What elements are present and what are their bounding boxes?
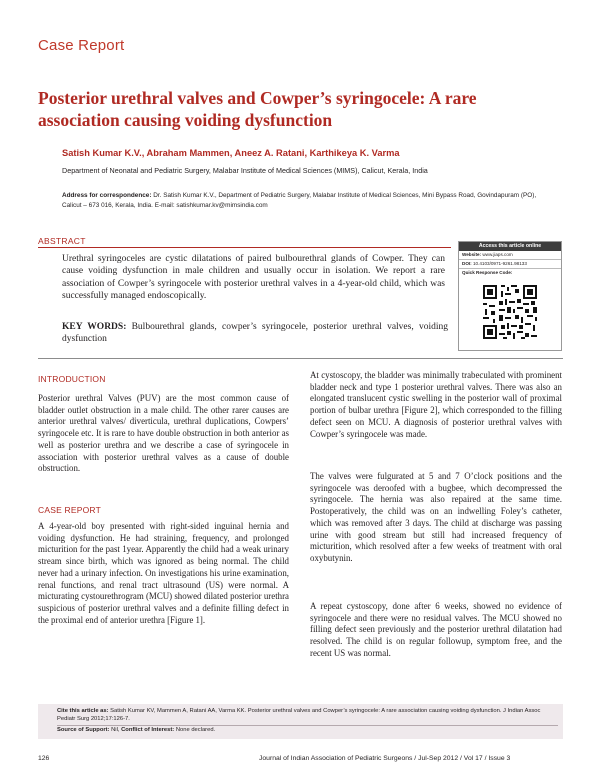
right-paragraph-3: A repeat cystoscopy, done after 6 weeks, showed no evidence of syringocele and there were no residual valves. The MCU showed no filling defect seen previously and the posterior urethral dilatation had resolved. The child is on regular followup, symptom free, and the recent US was normal. — [310, 601, 562, 658]
abstract-body: Urethral syringoceles are cystic dilatations of paired bulbourethral glands of Cowper. They can cause voiding dysfunction in male children and usually occur in isolation. We report a rare association of Cowper’s syringocele with posterior urethral valves in a 4-year-old child, which was successfully managed endoscopically. — [62, 254, 445, 302]
qr-code-icon[interactable] — [481, 283, 539, 341]
journal-footer: Journal of Indian Association of Pediatric Surgeons / Jul-Sep 2012 / Vol 17 / Issue 3 — [259, 755, 511, 762]
doi-value[interactable]: 10.4103/0971-9261.98133 — [471, 261, 527, 266]
article-title: Posterior urethral valves and Cowper’s syringocele: A rare association causing voiding dysfunction — [38, 88, 477, 130]
citation-line — [57, 707, 558, 724]
authors: Satish Kumar K.V., Abraham Mammen, Aneez A. Ratani, Karthikeya K. Varma — [62, 148, 400, 158]
citation-box — [38, 704, 563, 739]
qr-label-line — [459, 269, 561, 277]
citation-divider — [57, 725, 558, 726]
address-label: Address for correspondence: — [62, 192, 152, 199]
access-box-header: Access this article online — [459, 242, 561, 251]
page-number: 126 — [38, 755, 50, 762]
support-label: Source of Support: — [57, 727, 110, 734]
support-value: Nil, — [109, 727, 120, 734]
section-label: Case Report — [38, 37, 125, 54]
address-text: Dr. Satish Kumar K.V., Department of Pediatric Surgery, Malabar Institute of Medical Sciences, Mini Bypass Road, Govindapuram (PO), Calicut – 673 016, Kerala, India. E-mail: satishkumar.kv@mimsindia.com — [62, 192, 537, 209]
correspondence-address — [62, 191, 542, 210]
support-line — [57, 726, 558, 734]
website-label: Website: — [462, 252, 482, 257]
case-report-heading: CASE REPORT — [38, 505, 101, 515]
right-paragraph-2: The valves were fulgurated at 5 and 7 O’clock positions and the syringocele was deroofed with a bugbee, which decompressed the syringocele. The hernia was also repaired at the same time. Postoperatively, the child was on an indwelling Foley’s catheter, which was removed after 3 days. The child at discharge was passing urine with good stream but still had increased frequency of micturition, which resolved after a few weeks of treatment with oral oxybutynin. — [310, 471, 562, 563]
section-divider — [38, 358, 563, 359]
introduction-heading: INTRODUCTION — [38, 374, 106, 384]
website-line — [459, 251, 561, 260]
website-link[interactable]: www.jiaps.com — [481, 252, 513, 257]
introduction-body: Posterior urethral Valves (PUV) are the most common cause of bladder outlet obstruction in a male child. The other rarer causes are anterior urethral valves/ diverticula, urethral duplications, Cowpers’ syringocele etc. It is rare to have double obstruction in both anterior as well as posterior urethra and we describe a case of syringocele in association with posterior urethral valves as a cause of double obstruction. — [38, 393, 289, 474]
keywords-label: KEY WORDS: — [62, 322, 127, 332]
department: Department of Neonatal and Pediatric Surgery, Malabar Institute of Medical Sciences (MIMS), Calicut, Kerala, India — [62, 166, 428, 175]
doi-line — [459, 260, 561, 269]
abstract-divider — [38, 247, 451, 248]
doi-label: DOI: — [462, 261, 472, 266]
right-paragraph-1: At cystoscopy, the bladder was minimally trabeculated with prominent bladder neck and type 1 posterior urethral valves. There was also an elongated translucent cystic swelling in the posterior wall of proximal portion of bulbar urethra [Figure 2], which corresponded to the filling defect seen on MCU. A diagnosis of posterior urethral valves with Cowper’s syringocele was made. — [310, 370, 562, 439]
conflict-value: None declared. — [174, 727, 216, 734]
cite-label: Cite this article as: — [57, 708, 109, 714]
conflict-label: Conflict of Interest: — [119, 727, 175, 734]
qr-label: Quick Response Code: — [462, 270, 513, 275]
keywords — [62, 321, 448, 346]
keywords-text: Bulbourethral glands, cowper’s syringocele, posterior urethral valves, voiding dysfunction — [62, 322, 448, 345]
access-article-box — [458, 241, 562, 351]
cite-text: Satish Kumar KV, Mammen A, Ratani AA, Varma KK. Posterior urethral valves and Cowper’s syringocele: A rare association causing voiding dysfunction. J Indian Assoc Pediatr Surg 2012;17:126-7. — [57, 708, 541, 723]
case-report-body: A 4-year-old boy presented with right-sided inguinal hernia and voiding dysfunction. He had straining, frequency, and prolonged micturition for the past 1year. Apparently the child had a weak urinary stream since birth, which was ignored as being normal. The child never had a urinary infection. On investigations his urine examination, renal functions, and renal tract ultrasound (US) were normal. A micturating cystourethrogram (MCU) showed dilated posterior urethra suspicious of posterior urethral valves and a definite filling defect in the proximal end of anterior urethra [Figure 1]. — [38, 521, 289, 625]
abstract-heading: ABSTRACT — [38, 236, 86, 246]
